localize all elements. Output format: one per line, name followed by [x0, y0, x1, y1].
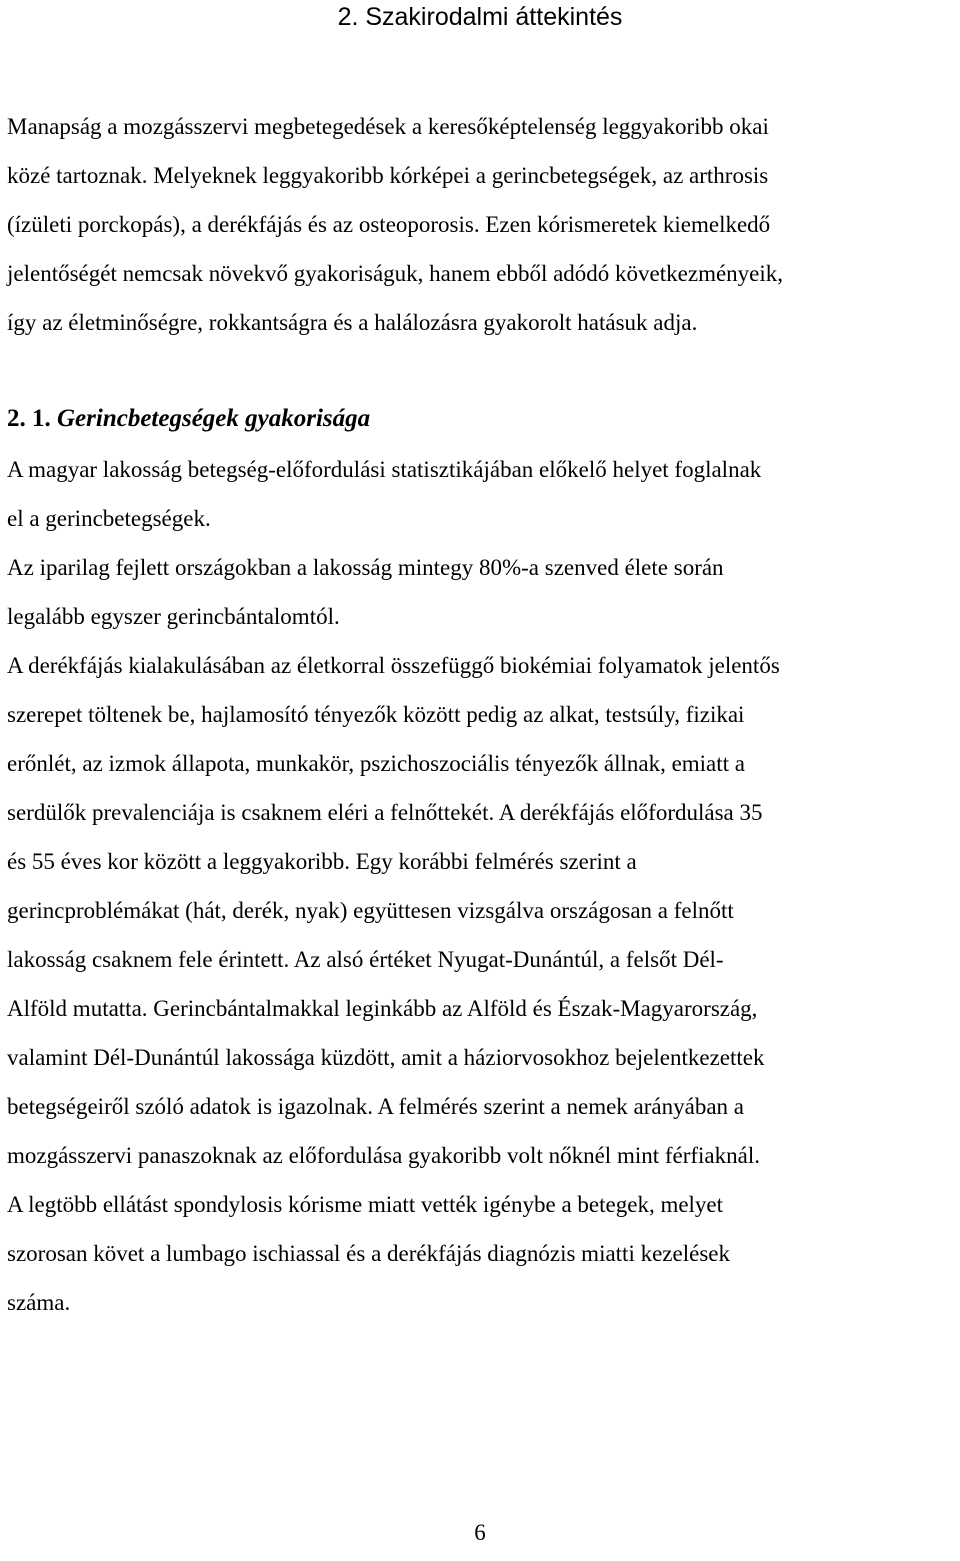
body-line: el a gerincbetegségek.	[7, 506, 211, 531]
body-line: mozgásszervi panaszoknak az előfordulása gyakoribb volt nőknél mint férfiaknál.	[7, 1143, 760, 1168]
intro-line: közé tartoznak. Melyeknek leggyakoribb kórképei a gerincbetegségek, az arthrosis	[7, 163, 769, 188]
intro-line: így az életminőségre, rokkantságra és a halálozásra gyakorolt hatásuk adja.	[7, 310, 698, 335]
body-line: valamint Dél-Dunántúl lakossága küzdött, amit a háziorvosokhoz bejelentkezettek	[7, 1045, 765, 1070]
intro-paragraph	[7, 102, 953, 347]
body-line: szorosan követ a lumbago ischiassal és a derékfájás diagnózis miatti kezelések	[7, 1241, 730, 1266]
body-line: Az iparilag fejlett országokban a lakosság mintegy 80%-a szenved élete során	[7, 555, 724, 580]
subheading-title: Gerincbetegségek gyakorisága	[57, 405, 371, 432]
body-line: legalább egyszer gerincbántalomtól.	[7, 604, 340, 629]
body-line: és 55 éves kor között a leggyakoribb. Egy korábbi felmérés szerint a	[7, 849, 637, 874]
intro-line: Manapság a mozgásszervi megbetegedések a keresőképtelenség leggyakoribb okai	[7, 114, 769, 139]
intro-line: jelentőségét nemcsak növekvő gyakoriságuk, hanem ebből adódó következményeik,	[7, 261, 784, 286]
body-line: betegségeiről szóló adatok is igazolnak. A felmérés szerint a nemek arányában a	[7, 1094, 744, 1119]
body-line: gerincproblémákat (hát, derék, nyak) együttesen vizsgálva országosan a felnőtt	[7, 898, 734, 923]
intro-line: (ízületi porckopás), a derékfájás és az osteoporosis. Ezen kórismeretek kiemelkedő	[7, 212, 771, 237]
page-number: 6	[474, 1520, 486, 1545]
body-line: A legtöbb ellátást spondylosis kórisme miatt vették igénybe a betegek, melyet	[7, 1192, 724, 1217]
body-line: száma.	[7, 1290, 71, 1315]
body-text	[7, 445, 953, 1327]
page-heading: 2. Szakirodalmi áttekintés	[337, 3, 623, 31]
body-line: erőnlét, az izmok állapota, munkakör, pszichoszociális tényezők állnak, emiatt a	[7, 751, 745, 776]
body-line: A magyar lakosság betegség-előfordulási statisztikájában előkelő helyet foglalnak	[7, 457, 762, 482]
body-line: A derékfájás kialakulásában az életkorral összefüggő biokémiai folyamatok jelentős	[7, 653, 780, 678]
body-line: lakosság csaknem fele érintett. Az alsó értéket Nyugat-Dunántúl, a felsőt Dél-	[7, 947, 724, 972]
section-subheading	[7, 398, 370, 440]
subheading-number: 2. 1.	[7, 405, 51, 432]
body-line: serdülők prevalenciája is csaknem eléri a felnőttekét. A derékfájás előfordulása 35	[7, 800, 763, 825]
body-line: Alföld mutatta. Gerincbántalmakkal leginkább az Alföld és Észak-Magyarország,	[7, 996, 758, 1021]
body-line: szerepet töltenek be, hajlamosító tényezők között pedig az alkat, testsúly, fizikai	[7, 702, 745, 727]
